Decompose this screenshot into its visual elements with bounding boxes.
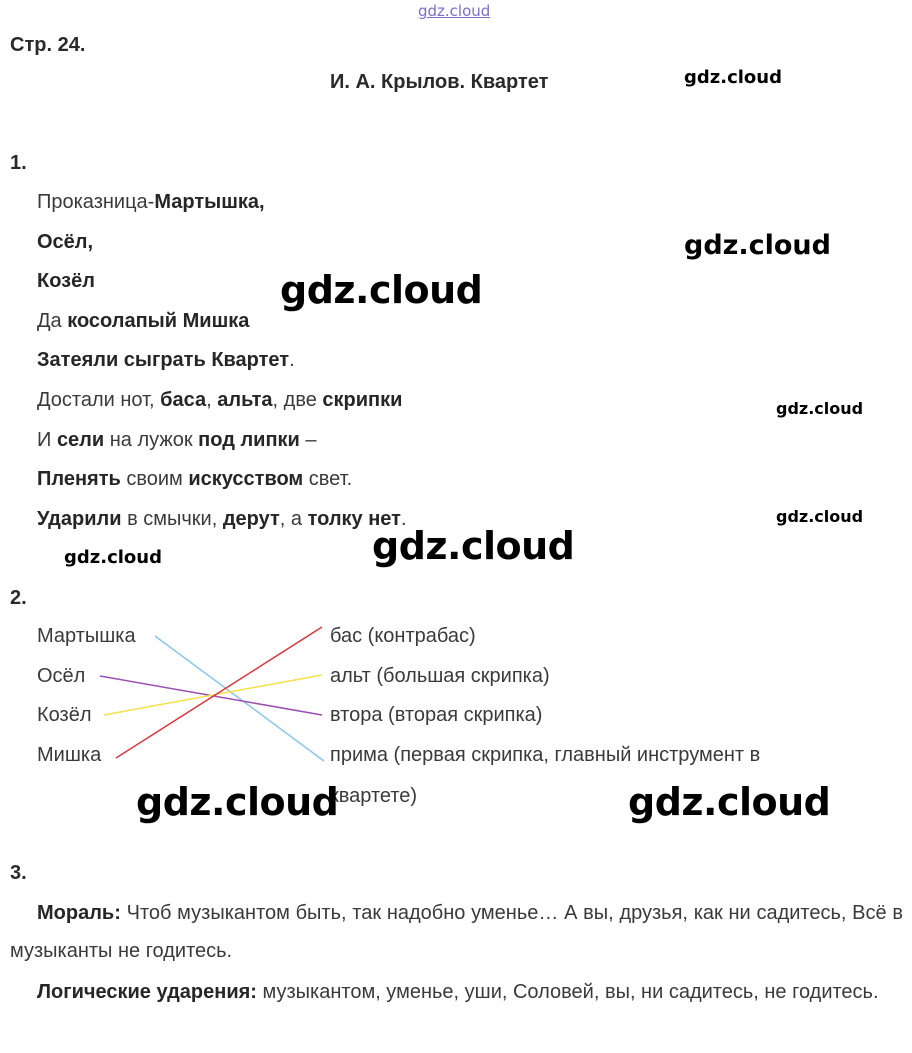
match-right-item: альт (большая скрипка) — [330, 664, 550, 687]
poem-fragment: Достали нот, — [37, 389, 161, 411]
poem-bold-fragment: альта — [217, 389, 273, 411]
watermark: gdz.cloud — [136, 780, 339, 824]
poem-fragment: – — [299, 428, 317, 451]
poem-bold-fragment: сели — [56, 428, 105, 451]
poem-fragment: , — [206, 389, 218, 411]
task3-number: 3. — [10, 862, 27, 884]
watermark: gdz.cloud — [280, 268, 483, 312]
watermark: gdz.cloud — [684, 67, 782, 88]
task1-number: 1. — [10, 152, 27, 174]
match-left-item: Мишка — [37, 744, 102, 767]
poem-fragment: . — [400, 507, 407, 530]
poem-fragment: , а — [279, 507, 308, 530]
watermark: gdz.cloud — [64, 547, 162, 568]
page-title: И. А. Крылов. Квартет — [330, 71, 549, 93]
matching-line — [116, 627, 322, 758]
poem-fragment: И — [37, 428, 57, 451]
poem-bold-fragment: баса — [160, 389, 207, 411]
poem-bold-fragment: под липки — [198, 428, 300, 451]
watermark: gdz.cloud — [372, 524, 575, 568]
poem-bold-fragment: Козёл — [37, 270, 95, 293]
task2-number: 2. — [10, 587, 27, 609]
poem-bold-fragment: Пленять — [37, 468, 121, 491]
poem-fragment: в смычки, — [121, 507, 223, 530]
matching-line — [155, 636, 324, 761]
moral-text: Чтоб музыкантом быть, так надобно уменье… А вы, друзья, как ни садитесь, Всё в музыканты не годитесь. — [10, 902, 903, 962]
poem-fragment: Проказница- — [37, 191, 155, 213]
poem-fragment: своим — [120, 468, 189, 491]
poem-bold-fragment: толку нет — [307, 507, 401, 530]
match-right-continuation: квартете) — [330, 785, 418, 807]
match-left-item: Мартышка — [37, 625, 136, 647]
poem-bold-fragment: Затеяли сыграть Квартет — [37, 349, 290, 372]
poem-bold-fragment: Осёл, — [37, 230, 94, 253]
watermark: gdz.cloud — [776, 399, 864, 418]
stress-text: музыкантом, уменье, уши, Соловей, вы, ни садитесь, не годитесь. — [256, 981, 879, 1003]
poem-bold-fragment: дерут — [222, 507, 280, 530]
poem-bold-fragment: Мартышка, — [154, 191, 265, 213]
poem-fragment: Да — [37, 309, 68, 332]
poem-fragment: на лужок — [104, 428, 199, 451]
poem-bold-fragment: косолапый Мишка — [67, 309, 250, 332]
stress-label: Логические ударения: — [37, 981, 257, 1003]
moral-label: Мораль: — [37, 902, 121, 924]
match-right-item: бас (контрабас) — [330, 625, 476, 647]
match-left-item: Козёл — [37, 704, 92, 727]
watermark-top: gdz.cloud — [418, 2, 491, 20]
page-label: Стр. 24. — [10, 34, 86, 56]
watermark: gdz.cloud — [628, 780, 831, 824]
poem-bold-fragment: искусством — [188, 468, 304, 491]
moral-paragraph — [10, 894, 903, 970]
poem-bold-fragment: Ударили — [37, 507, 122, 530]
match-right-item: прима (первая скрипка, главный инструмент в — [330, 744, 761, 767]
watermark: gdz.cloud — [684, 230, 831, 261]
poem-bold-fragment: скрипки — [322, 389, 403, 411]
match-left-item: Осёл — [37, 664, 86, 687]
stress-paragraph — [10, 973, 903, 1011]
match-right-item: втора (вторая скрипка) — [330, 704, 543, 727]
poem-fragment: свет. — [303, 468, 353, 491]
poem-fragment: , две — [272, 389, 323, 411]
watermark: gdz.cloud — [776, 507, 864, 526]
poem-fragment: . — [289, 349, 295, 372]
